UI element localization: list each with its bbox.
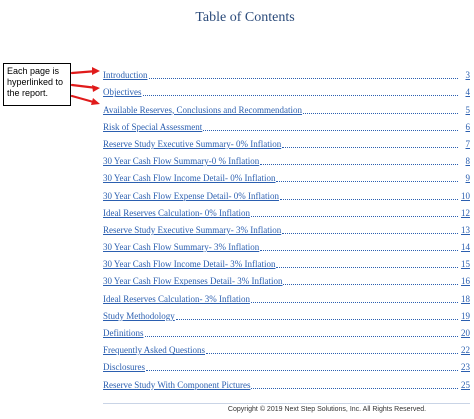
- toc-entry[interactable]: [103, 150, 470, 167]
- toc-entry[interactable]: [103, 219, 470, 236]
- toc-leader-dots: [203, 130, 458, 131]
- toc-entry[interactable]: [103, 287, 470, 304]
- toc-entry-page: 22: [461, 345, 470, 356]
- toc-entry[interactable]: [103, 116, 470, 133]
- toc-entry-page: 19: [461, 310, 470, 321]
- footer-copyright: Copyright © 2019 Next Step Solutions, Inc. All Rights Reserved.: [227, 406, 427, 413]
- toc-entry[interactable]: [103, 322, 470, 339]
- toc-leader-dots: [283, 284, 458, 285]
- toc-entry[interactable]: [103, 133, 470, 150]
- toc-entry-label: 30 Year Cash Flow Summary- 3% Inflation: [103, 242, 260, 253]
- toc-entry-label: Disclosures: [103, 362, 145, 373]
- toc-entry-page: 7: [465, 138, 470, 149]
- toc-entry-page: 25: [461, 379, 470, 390]
- toc-leader-dots: [251, 216, 458, 217]
- toc-entry-page: 12: [461, 207, 470, 218]
- toc-entry[interactable]: [103, 167, 470, 184]
- toc-entry-page: 10: [461, 190, 470, 201]
- toc-entry[interactable]: [103, 356, 470, 373]
- toc-entry-page: 16: [461, 276, 470, 287]
- toc-entry-page: 8: [465, 156, 470, 167]
- toc-entry-page: 13: [461, 224, 470, 235]
- toc-entry-page: 18: [461, 293, 470, 304]
- toc-leader-dots: [149, 78, 459, 79]
- toc-entry-label: Introduction: [103, 70, 148, 81]
- toc-entry[interactable]: [103, 202, 470, 219]
- toc-entry-page: 9: [465, 173, 470, 184]
- toc-leader-dots: [260, 164, 458, 165]
- toc-entry-page: 6: [465, 121, 470, 132]
- toc-entry[interactable]: [103, 64, 470, 81]
- toc-leader-dots: [143, 95, 459, 96]
- arrowhead-available-reserves: [91, 98, 100, 105]
- page-title-text: Table of Contents: [195, 10, 295, 25]
- toc-entry[interactable]: [103, 305, 470, 322]
- toc-leader-dots: [176, 319, 458, 320]
- toc-entry-label: Reserve Study Executive Summary- 3% Inflation: [103, 224, 282, 235]
- toc-entry-page: 4: [465, 87, 470, 98]
- toc-list: [103, 64, 470, 391]
- toc-leader-dots: [280, 199, 458, 200]
- toc-entry-page: 20: [461, 328, 470, 338]
- toc-entry-page: 23: [461, 362, 470, 373]
- callout-box: Each page is hyperlinked to the report.: [3, 63, 71, 106]
- toc-leader-dots: [251, 302, 458, 303]
- toc-entry-page: 3: [465, 70, 470, 81]
- toc-entry[interactable]: [103, 373, 470, 390]
- arrowhead-introduction: [92, 67, 100, 75]
- toc-entry-label: 30 Year Cash Flow Expenses Detail- 3% Inflation: [103, 276, 283, 287]
- toc-entry-page: 15: [461, 259, 470, 270]
- toc-leader-dots: [276, 267, 458, 268]
- toc-entry[interactable]: [103, 81, 470, 98]
- toc-entry[interactable]: [103, 253, 470, 270]
- toc-entry[interactable]: [103, 339, 470, 356]
- toc-leader-dots: [251, 388, 458, 389]
- toc-entry-label: Ideal Reserves Calculation- 3% Inflation: [103, 293, 250, 304]
- toc-entry-label: 30 Year Cash Flow Income Detail- 0% Inflation: [103, 173, 276, 184]
- toc-entry-label: 30 Year Cash Flow Summary-0 % Inflation: [103, 156, 260, 167]
- toc-leader-dots: [276, 181, 458, 182]
- toc-entry-page: 14: [461, 242, 470, 253]
- toc-entry[interactable]: [103, 184, 470, 201]
- footer-rule: [103, 403, 470, 404]
- toc-leader-dots: [282, 233, 458, 234]
- toc-entry-label: Risk of Special Assessment: [103, 121, 203, 132]
- toc-entry-label: Available Reserves, Conclusions and Recommendation: [103, 104, 303, 115]
- toc-entry-label: Reserve Study Executive Summary- 0% Inflation: [103, 138, 282, 149]
- toc-entry-label: 30 Year Cash Flow Income Detail- 3% Inflation: [103, 259, 276, 270]
- toc-entry-label: Frequently Asked Questions: [103, 345, 205, 356]
- toc-entry[interactable]: [103, 98, 470, 115]
- toc-entry[interactable]: [103, 270, 470, 287]
- toc-leader-dots: [206, 353, 458, 354]
- toc-entry-label: Reserve Study With Component Pictures: [103, 379, 251, 390]
- toc-leader-dots: [145, 336, 459, 337]
- toc-entry-page: 5: [465, 104, 470, 115]
- toc-leader-dots: [303, 113, 458, 114]
- toc-leader-dots: [282, 147, 458, 148]
- toc-leader-dots: [146, 370, 458, 371]
- toc-entry[interactable]: [103, 236, 470, 253]
- toc-entry-label: Study Methodology: [103, 310, 175, 321]
- toc-entry-label: Objectives: [103, 87, 142, 98]
- toc-leader-dots: [260, 250, 458, 251]
- toc-entry-label: Definitions: [103, 328, 144, 338]
- toc-entry-label: 30 Year Cash Flow Expense Detail- 0% Inflation: [103, 190, 279, 201]
- toc-entry-label: Ideal Reserves Calculation- 0% Inflation: [103, 207, 250, 218]
- arrowhead-objectives: [92, 85, 100, 92]
